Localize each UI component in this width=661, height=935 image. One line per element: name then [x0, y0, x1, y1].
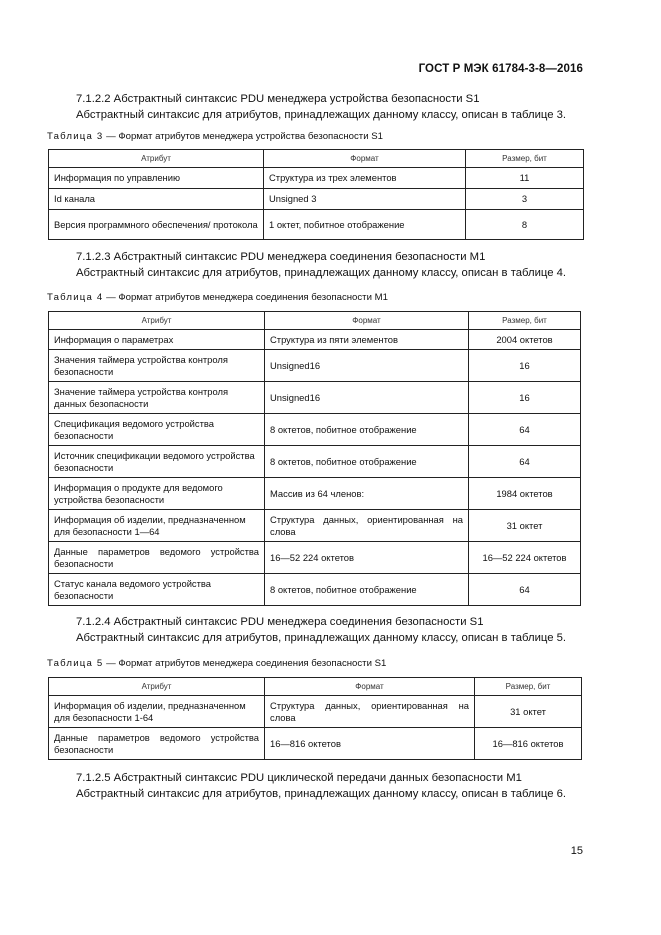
standard-header: ГОСТ Р МЭК 61784-3-8—2016: [418, 63, 583, 75]
attribute-cell: Значения таймера устройства контроля безопасности: [49, 350, 265, 382]
table-row: [49, 189, 584, 210]
section-text: Абстрактный синтаксис для атрибутов, принадлежащих данному классу, описан в таблице 5.: [76, 632, 567, 644]
section-7-1-2-3: [76, 249, 596, 281]
section-heading: 7.1.2.5 Абстрактный синтаксис PDU циклической передачи данных безопасности M1: [76, 772, 522, 784]
attribute-cell: Спецификация ведомого устройства безопасности: [49, 414, 265, 446]
attribute-cell: Источник спецификации ведомого устройства безопасности: [49, 446, 265, 478]
format-cell: Массив из 64 членов:: [265, 478, 469, 510]
table-row: [49, 350, 581, 382]
table-row: [49, 414, 581, 446]
attribute-cell: Id канала: [49, 189, 264, 210]
table-row: [49, 478, 581, 510]
table-header-row: [49, 150, 584, 168]
table-row: [49, 728, 582, 760]
table-header-row: [49, 678, 582, 696]
section-text: Абстрактный синтаксис для атрибутов, принадлежащих данному классу, описан в таблице 6.: [76, 788, 567, 800]
size-cell: 16—52 224 октетов: [469, 542, 581, 574]
attribute-cell: Информация об изделии, предназначенном для безопасности 1-64: [49, 696, 265, 728]
format-cell: 8 октетов, побитное отображение: [265, 446, 469, 478]
column-header: Формат: [264, 150, 466, 168]
table-row: [49, 574, 581, 606]
attribute-cell: Данные параметров ведомого устройства безопасности: [49, 542, 265, 574]
section-text: Абстрактный синтаксис для атрибутов, принадлежащих данному классу, описан в таблице 4.: [76, 267, 567, 279]
section-7-1-2-4: [76, 614, 596, 646]
column-header: Формат: [265, 678, 475, 696]
attribute-cell: Версия программного обеспечения/ протокола: [49, 210, 264, 240]
format-cell: Структура данных, ориентированная на слова: [265, 696, 475, 728]
page-number: 15: [570, 845, 583, 857]
table-5: [48, 677, 582, 760]
table-label: Таблица 4: [47, 292, 104, 303]
column-header: Атрибут: [49, 150, 264, 168]
table-3-caption: [47, 131, 383, 142]
format-cell: Структура из пяти элементов: [265, 330, 469, 350]
attribute-cell: Данные параметров ведомого устройства безопасности: [49, 728, 265, 760]
attribute-cell: Информация по управлению: [49, 168, 264, 189]
format-cell: 8 октетов, побитное отображение: [265, 414, 469, 446]
format-cell: Unsigned16: [265, 382, 469, 414]
format-cell: 16—52 224 октетов: [265, 542, 469, 574]
column-header: Размер, бит: [466, 150, 584, 168]
section-heading: 7.1.2.4 Абстрактный синтаксис PDU менеджера соединения безопасности S1: [76, 616, 484, 628]
size-cell: 1984 октетов: [469, 478, 581, 510]
section-heading: 7.1.2.2 Абстрактный синтаксис PDU менеджера устройства безопасности S1: [76, 93, 480, 105]
size-cell: 16: [469, 350, 581, 382]
table-label: Таблица 5: [47, 658, 104, 669]
size-cell: 31 октет: [469, 510, 581, 542]
table-title: — Формат атрибутов менеджера соединения безопасности S1: [103, 658, 387, 669]
size-cell: 16: [469, 382, 581, 414]
size-cell: 64: [469, 574, 581, 606]
table-5-caption: [47, 658, 386, 669]
format-cell: Структура из трех элементов: [264, 168, 466, 189]
size-cell: 64: [469, 446, 581, 478]
attribute-cell: Информация об изделии, предназначенном для безопасности 1—64: [49, 510, 265, 542]
section-7-1-2-2: [76, 91, 596, 123]
attribute-cell: Статус канала ведомого устройства безопасности: [49, 574, 265, 606]
table-row: [49, 446, 581, 478]
format-cell: Структура данных, ориентированная на слова: [265, 510, 469, 542]
format-cell: Unsigned16: [265, 350, 469, 382]
table-row: [49, 510, 581, 542]
attribute-cell: Информация о продукте для ведомого устройства безопасности: [49, 478, 265, 510]
column-header: Размер, бит: [469, 312, 581, 330]
table-title: — Формат атрибутов менеджера устройства безопасности S1: [103, 131, 383, 142]
size-cell: 16—816 октетов: [475, 728, 582, 760]
section-text: Абстрактный синтаксис для атрибутов, принадлежащих данному классу, описан в таблице 3.: [76, 109, 567, 121]
section-7-1-2-5: [76, 770, 596, 802]
size-cell: 8: [466, 210, 584, 240]
column-header: Атрибут: [49, 678, 265, 696]
attribute-cell: Информация о параметрах: [49, 330, 265, 350]
table-row: [49, 210, 584, 240]
column-header: Формат: [265, 312, 469, 330]
table-title: — Формат атрибутов менеджера соединения безопасности M1: [103, 292, 388, 303]
table-row: [49, 330, 581, 350]
column-header: Размер, бит: [475, 678, 582, 696]
table-row: [49, 168, 584, 189]
table-row: [49, 696, 582, 728]
section-heading: 7.1.2.3 Абстрактный синтаксис PDU менеджера соединения безопасности M1: [76, 251, 486, 263]
column-header: Атрибут: [49, 312, 265, 330]
size-cell: 2004 октетов: [469, 330, 581, 350]
size-cell: 31 октет: [475, 696, 582, 728]
table-row: [49, 542, 581, 574]
size-cell: 11: [466, 168, 584, 189]
table-4-caption: [47, 292, 388, 303]
table-4: [48, 311, 581, 606]
table-3: [48, 149, 584, 240]
format-cell: 16—816 октетов: [265, 728, 475, 760]
format-cell: Unsigned 3: [264, 189, 466, 210]
size-cell: 3: [466, 189, 584, 210]
table-row: [49, 382, 581, 414]
attribute-cell: Значение таймера устройства контроля данных безопасности: [49, 382, 265, 414]
size-cell: 64: [469, 414, 581, 446]
format-cell: 1 октет, побитное отображение: [264, 210, 466, 240]
table-header-row: [49, 312, 581, 330]
table-label: Таблица 3: [47, 131, 104, 142]
format-cell: 8 октетов, побитное отображение: [265, 574, 469, 606]
